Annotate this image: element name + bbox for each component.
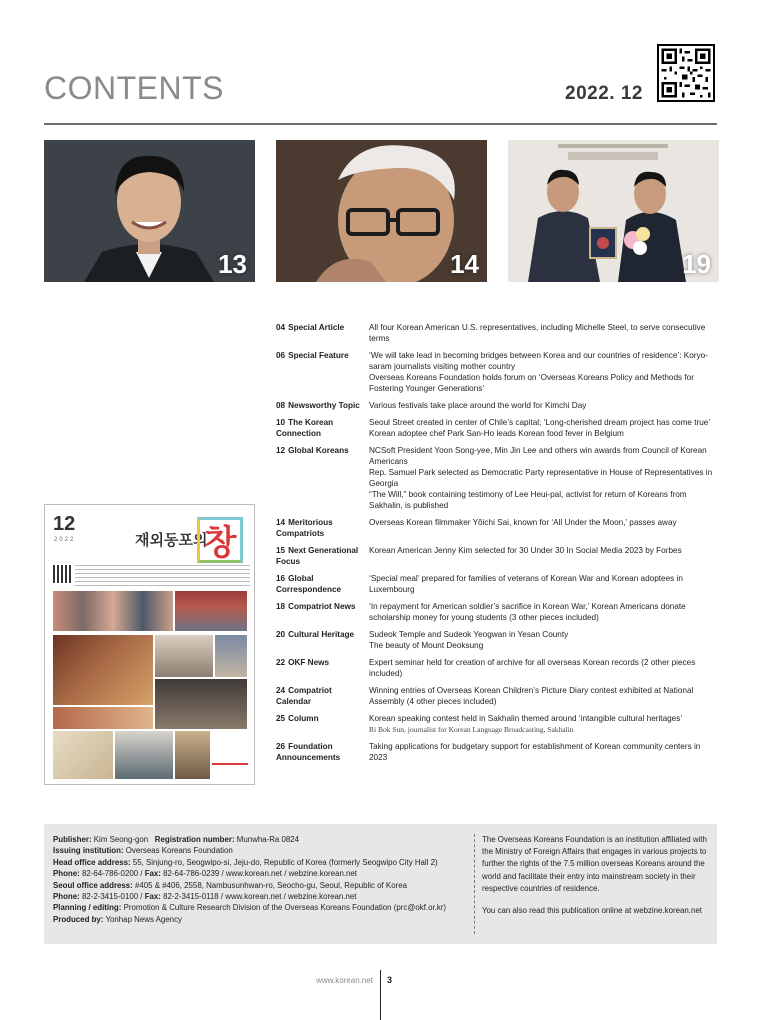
head-fax-value: 82-64-786-0239 / www.korean.net / webzine.korean.net xyxy=(163,869,358,879)
toc-page-number: 10 xyxy=(276,418,286,427)
imprint-seoul-office-line xyxy=(53,880,478,891)
photo-page-number: 14 xyxy=(450,249,479,279)
seoul-office-value: #405 & #406, 2558, Nambusunhwan-ro, Seocho-gu, Seoul, Republic of Korea xyxy=(135,880,407,890)
toc-section-name: OKF News xyxy=(288,658,330,667)
toc-titles xyxy=(369,657,716,679)
toc-article-title[interactable]: All four Korean American U.S. representatives, including Michelle Steel, to serve consecutive terms xyxy=(369,323,706,343)
toc-section xyxy=(276,417,369,439)
planning-value: Promotion & Culture Research Division of the Overseas Koreans Foundation (prc@okf.or.kr) xyxy=(123,903,447,913)
fax-label: Fax: xyxy=(144,892,161,902)
cover-headline-lines xyxy=(75,565,250,587)
toc-article-title[interactable]: Korean adoptee chef Park San-Ho leads Korean food fever in Belgium xyxy=(369,429,624,438)
toc-section-name: Special Feature xyxy=(288,351,349,360)
cover-photo-hall xyxy=(155,679,247,729)
toc-entry[interactable] xyxy=(276,417,716,439)
toc-page-number: 25 xyxy=(276,714,286,723)
toc-entry[interactable] xyxy=(276,657,716,679)
imprint-produced-line xyxy=(53,914,478,925)
toc-section-name: Meritorious Compatriots xyxy=(276,518,333,538)
toc-section xyxy=(276,713,369,735)
toc-entry[interactable] xyxy=(276,685,716,707)
toc-article-title[interactable]: Korean American Jenny Kim selected for 30 Under 30 In Social Media 2023 by Forbes xyxy=(369,546,682,555)
toc-page-number: 20 xyxy=(276,630,286,639)
toc-section xyxy=(276,601,369,623)
cover-photo-dinner xyxy=(175,731,210,779)
seoul-phone-value: 82-2-3415-0100 xyxy=(81,892,139,902)
photo-page-number: 13 xyxy=(218,249,247,279)
toc-titles xyxy=(369,350,716,394)
toc-titles xyxy=(369,545,716,567)
toc-titles xyxy=(369,601,716,623)
toc-article-title[interactable]: Overseas Korean filmmaker Yôichi Sai, known for ‘All Under the Moon,’ passes away xyxy=(369,518,677,527)
toc-entry[interactable] xyxy=(276,350,716,394)
toc-entry[interactable] xyxy=(276,629,716,651)
photo-yoichi-sai-feature[interactable] xyxy=(276,140,487,282)
photo-page-number: 19 xyxy=(682,249,711,279)
cover-photo-performance xyxy=(115,731,173,779)
toc-section xyxy=(276,741,369,763)
toc-section xyxy=(276,629,369,651)
foundation-description: The Overseas Koreans Foundation is an institution affiliated with the Ministry of Foreign Affairs that engages in various projects to further the rights of the 7.5 million overseas Koreans around the world and facilitate their entry into mainstream society in their respective countries of residence. xyxy=(482,835,707,893)
toc-entry[interactable] xyxy=(276,545,716,567)
cover-photo-group xyxy=(215,635,247,677)
toc-page-number: 04 xyxy=(276,323,286,332)
cover-issue-number: 12 xyxy=(53,513,76,535)
toc-titles xyxy=(369,713,716,735)
cover-photo-meeting xyxy=(155,635,213,677)
publisher-value: Kim Seong-gon xyxy=(93,835,149,844)
toc-page-number: 16 xyxy=(276,574,286,583)
toc-article-title[interactable]: Overseas Koreans Foundation holds forum on ‘Overseas Koreans Policy and Methods for Fostering Younger Generations’ xyxy=(369,373,694,393)
toc-section xyxy=(276,573,369,595)
imprint-head-phone-line: Phone: 82-64-786-0200 / Fax: 82-64-786-0239 / www.korean.net / webzine.korean.net xyxy=(53,869,358,879)
toc-titles xyxy=(369,741,716,763)
header-divider xyxy=(44,123,717,125)
toc-titles xyxy=(369,322,716,344)
toc-titles xyxy=(369,517,716,539)
toc-page-number: 18 xyxy=(276,602,286,611)
imprint-details xyxy=(53,834,478,925)
toc-entry[interactable] xyxy=(276,601,716,623)
toc-article-title[interactable]: Various festivals take place around the world for Kimchi Day xyxy=(369,401,587,410)
seoul-fax-value: 82-2-3415-0118 / www.korean.net / webzine.korean.net xyxy=(163,892,357,902)
toc-titles xyxy=(369,629,716,651)
imprint-issuing-line xyxy=(53,845,478,856)
issue-date: 2022. 12 xyxy=(565,83,643,104)
head-office-value: 55, Sinjung-ro, Seogwipo-si, Jeju-do, Republic of Korea (formerly Seogwipo City Hall 2) xyxy=(132,857,438,867)
imprint-publisher-line xyxy=(53,834,478,845)
table-of-contents xyxy=(276,322,716,769)
page-number: 3 xyxy=(387,975,393,985)
toc-page-number: 14 xyxy=(276,518,286,527)
imprint-box xyxy=(44,824,717,944)
footer-divider xyxy=(380,970,381,1020)
toc-entry[interactable] xyxy=(276,713,716,735)
toc-section-name: Next Generational Focus xyxy=(276,546,359,566)
fax-label: Fax: xyxy=(144,869,161,879)
toc-article-title[interactable]: Expert seminar held for creation of archive for all overseas Korean records (2 other pieces included) xyxy=(369,658,696,678)
toc-section-name: Compatriot Calendar xyxy=(276,686,332,706)
toc-entry[interactable] xyxy=(276,322,716,344)
toc-article-title[interactable]: Korean speaking contest held in Sakhalin themed around ‘intangible cultural heritages’ xyxy=(369,714,683,723)
cover-magazine-name: 재외동포의 xyxy=(135,532,208,549)
toc-article-title[interactable]: The beauty of Mount Deoksung xyxy=(369,641,484,650)
toc-titles xyxy=(369,685,716,707)
issuing-value: Overseas Koreans Foundation xyxy=(125,846,233,856)
photo-michelle-steel-feature[interactable] xyxy=(44,140,255,282)
toc-entry[interactable] xyxy=(276,741,716,763)
toc-section-name: Foundation Announcements xyxy=(276,742,341,762)
cover-photo-event-banner xyxy=(175,591,247,631)
toc-section xyxy=(276,517,369,539)
magazine-cover[interactable] xyxy=(44,504,255,785)
imprint-seoul-phone-line: Phone: 82-2-3415-0100 / Fax: 82-2-3415-0118 / www.korean.net / webzine.korean.net xyxy=(53,892,357,902)
toc-article-title[interactable]: “The Will,” book containing testimony of Lee Heui-pal, activist for return of Koreans from Sakhalin, is published xyxy=(369,490,687,510)
toc-page-number: 06 xyxy=(276,351,286,360)
phone-label: Phone: xyxy=(53,892,80,902)
toc-article-title[interactable]: ‘In repayment for American soldier’s sacrifice in Korean War,’ Korean Americans donate scholarship money for young students (3 other pieces included) xyxy=(369,602,686,622)
toc-section-name: Global Koreans xyxy=(288,446,349,455)
cover-photo-festival xyxy=(53,635,153,705)
toc-article-title[interactable]: Seoul Street created in center of Chile’s capital; ‘Long-cherished dream project has come true’ xyxy=(369,418,711,427)
page-title: CONTENTS xyxy=(44,70,224,106)
toc-article-title[interactable]: Rep. Samuel Park selected as Democratic Party representative in House of Representatives in Georgia xyxy=(369,468,713,488)
toc-section xyxy=(276,445,369,511)
toc-section xyxy=(276,350,369,394)
toc-page-number: 08 xyxy=(276,401,286,410)
produced-value: Yonhap News Agency xyxy=(105,914,182,924)
toc-section-name: The Korean Connection xyxy=(276,418,334,438)
toc-article-title[interactable]: Winning entries of Overseas Korean Children’s Picture Diary contest exhibited at National Assembly (4 other pieces included) xyxy=(369,686,694,706)
toc-entry[interactable] xyxy=(276,573,716,595)
toc-section xyxy=(276,545,369,567)
toc-section-name: Special Article xyxy=(288,323,345,332)
toc-section-name: Column xyxy=(288,714,319,723)
cover-logo-block xyxy=(212,763,248,777)
toc-article-title[interactable]: ‘We will take lead in becoming bridges between Korea and our countries of residence’: Koryo-saram journalists visiting mother country xyxy=(369,351,708,371)
qr-code-icon xyxy=(657,44,715,102)
cover-photo-portraits xyxy=(53,591,173,631)
toc-section-name: Newsworthy Topic xyxy=(288,401,360,410)
cover-photo-diary xyxy=(53,731,113,779)
toc-titles xyxy=(369,417,716,439)
toc-article-title[interactable]: Sudeok Temple and Sudeok Yeogwan in Yesan County xyxy=(369,630,569,639)
toc-article-title[interactable]: ‘Special meal’ prepared for families of veterans of Korean War and Korean adoptees in Luxembourg xyxy=(369,574,683,594)
toc-page-number: 22 xyxy=(276,658,286,667)
phone-label: Phone: xyxy=(53,869,80,879)
foundation-about xyxy=(482,834,712,917)
toc-titles xyxy=(369,573,716,595)
toc-section xyxy=(276,400,369,411)
toc-section-name: Global Correspondence xyxy=(276,574,342,594)
online-notice[interactable]: You can also read this publication online at webzine.korean.net xyxy=(482,906,702,916)
toc-titles xyxy=(369,445,716,511)
toc-page-number: 15 xyxy=(276,546,286,555)
issuing-label: Issuing institution: xyxy=(53,846,124,856)
imprint-planning-line xyxy=(53,902,478,913)
imprint-divider xyxy=(474,834,475,934)
toc-section xyxy=(276,657,369,679)
toc-entry[interactable] xyxy=(276,445,716,511)
toc-entry[interactable] xyxy=(276,400,716,411)
toc-article-title[interactable]: NCSoft President Yoon Song-yee, Min Jin Lee and others win awards from Council of Korean Americans xyxy=(369,446,707,466)
publisher-label: Publisher: xyxy=(53,835,92,844)
footer-website[interactable]: www.korean.net xyxy=(316,976,373,985)
planning-label: Planning / editing: xyxy=(53,903,122,913)
cover-qr-icon xyxy=(53,565,71,583)
toc-page-number: 24 xyxy=(276,686,286,695)
photo-award-ceremony-feature[interactable] xyxy=(508,140,719,282)
toc-page-number: 12 xyxy=(276,446,286,455)
cover-year: 2022 xyxy=(54,537,76,543)
cover-photo-crowd xyxy=(53,707,153,729)
cover-magazine-mark: 창 xyxy=(197,517,243,563)
imprint-head-office-line xyxy=(53,857,478,868)
head-phone-value: 82-64-786-0200 xyxy=(81,869,139,879)
toc-section xyxy=(276,685,369,707)
toc-entry[interactable] xyxy=(276,517,716,539)
toc-article-credit: Ri Bok Sun, journalist for Korean Language Broadcasting, Sakhalin xyxy=(369,725,574,734)
toc-section-name: Compatriot News xyxy=(288,602,356,611)
produced-label: Produced by: xyxy=(53,914,104,924)
toc-section-name: Cultural Heritage xyxy=(288,630,355,639)
toc-section xyxy=(276,322,369,344)
seoul-office-label: Seoul office address: xyxy=(53,880,133,890)
toc-titles xyxy=(369,400,716,411)
registration-label: Registration number: xyxy=(154,835,235,844)
head-office-label: Head office address: xyxy=(53,857,131,867)
toc-article-title[interactable]: Taking applications for budgetary support for establishment of Korean community centers in 2023 xyxy=(369,742,701,762)
toc-page-number: 26 xyxy=(276,742,286,751)
registration-value: Munwha-Ra 0824 xyxy=(236,835,300,844)
